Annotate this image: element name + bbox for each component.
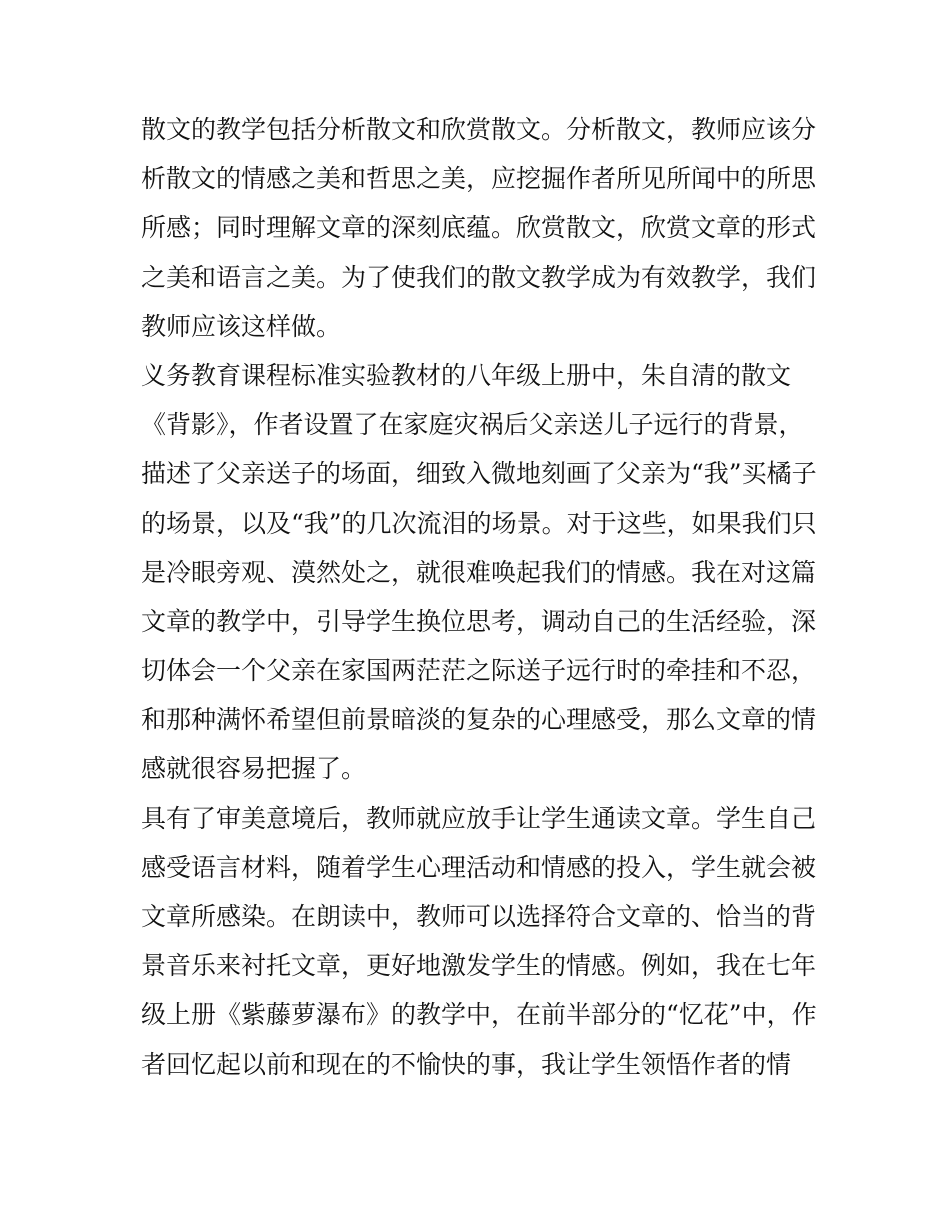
text-line: 具有了审美意境后，教师就应放手让学生通读文章。学生自己 bbox=[141, 803, 817, 833]
text-line: 切体会一个父亲在家国两茫茫之际送子远行时的牵挂和不忍， bbox=[141, 656, 817, 686]
text-line: 教师应该这样做。 bbox=[141, 311, 342, 341]
text-line: 之美和语言之美。为了使我们的散文教学成为有效教学，我们 bbox=[141, 262, 817, 292]
text-line: 《背影》，作者设置了在家庭灾祸后父亲送儿子远行的背景， bbox=[141, 410, 804, 440]
text-line: 所感；同时理解文章的深刻底蕴。欣赏散文，欣赏文章的形式 bbox=[141, 213, 817, 243]
paragraph-2 bbox=[141, 351, 817, 794]
text-line: 的场景，以及“我”的几次流泪的场景。对于这些，如果我们只 bbox=[141, 508, 817, 538]
paragraph-1 bbox=[141, 105, 817, 351]
text-line: 义务教育课程标准实验教材的八年级上册中，朱自清的散文 bbox=[141, 360, 792, 390]
text-line: 感就很容易把握了。 bbox=[141, 754, 367, 784]
text-line: 者回忆起以前和现在的不愉快的事，我让学生领悟作者的情 bbox=[141, 1049, 792, 1079]
paragraph-3 bbox=[141, 794, 817, 1089]
text-line: 和那种满怀希望但前景暗淡的复杂的心理感受，那么文章的情 bbox=[141, 705, 817, 735]
text-line: 是冷眼旁观、漠然处之，就很难唤起我们的情感。我在对这篇 bbox=[141, 557, 817, 587]
text-line: 感受语言材料，随着学生心理活动和情感的投入，学生就会被 bbox=[141, 852, 817, 882]
text-line: 析散文的情感之美和哲思之美，应挖掘作者所见所闻中的所思 bbox=[141, 164, 817, 194]
text-line: 文章的教学中，引导学生换位思考，调动自己的生活经验，深 bbox=[141, 606, 817, 636]
text-line: 散文的教学包括分析散文和欣赏散文。分析散文，教师应该分 bbox=[141, 115, 817, 144]
text-line: 级上册《紫藤萝瀑布》的教学中，在前半部分的“忆花”中，作 bbox=[141, 1000, 817, 1030]
document-body bbox=[141, 105, 817, 1089]
text-line: 景音乐来衬托文章，更好地激发学生的情感。例如，我在七年 bbox=[141, 951, 817, 981]
text-line: 文章所感染。在朗读中，教师可以选择符合文章的、恰当的背 bbox=[141, 902, 817, 931]
text-line: 描述了父亲送子的场面，细致入微地刻画了父亲为“我”买橘子 bbox=[141, 459, 817, 489]
